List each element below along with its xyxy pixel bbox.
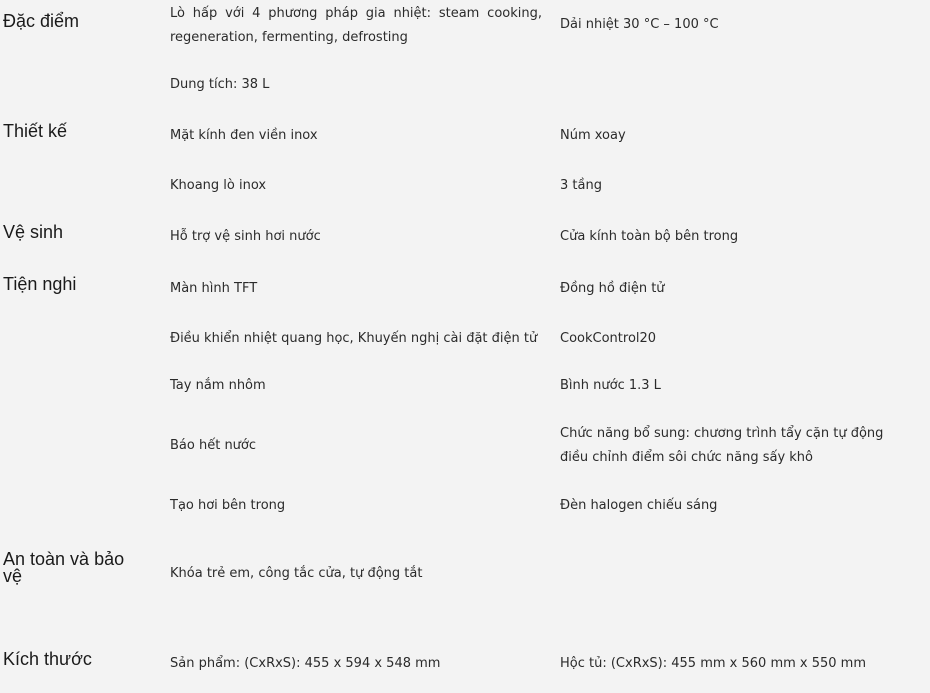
spec-cell: Dung tích: 38 L xyxy=(170,77,270,92)
spec-cell: Điều khiển nhiệt quang học, Khuyến nghị cài đặt điện tử xyxy=(170,331,538,346)
spec-cell: Chức năng bổ sung: chương trình tẩy cặn tự động điều chỉnh điểm sôi chức năng sấy khô xyxy=(560,426,884,465)
spec-cell: Báo hết nước xyxy=(170,438,257,453)
section-title: Đặc điểm xyxy=(3,11,80,31)
section-title: Tiện nghi xyxy=(3,274,77,294)
spec-cell: Hỗ trợ vệ sinh hơi nước xyxy=(170,229,321,244)
spec-cell: Lò hấp với 4 phương pháp gia nhiệt: steam cooking, regeneration, fermenting, defrosting xyxy=(170,6,542,45)
spec-cell: Tay nắm nhôm xyxy=(170,378,266,393)
spec-cell: 3 tầng xyxy=(560,178,602,193)
spec-cell: Đồng hồ điện tử xyxy=(560,281,665,296)
spec-cell: Dải nhiệt 30 °C – 100 °C xyxy=(560,17,719,32)
section-title: Vệ sinh xyxy=(3,222,64,242)
spec-cell: Khoang lò inox xyxy=(170,178,267,193)
spec-cell: Đèn halogen chiếu sáng xyxy=(560,498,718,513)
spec-cell: Sản phẩm: (CxRxS): 455 x 594 x 548 mm xyxy=(170,656,441,671)
spec-cell: Núm xoay xyxy=(560,128,626,143)
section-title: Thiết kế xyxy=(3,121,68,141)
section-title: An toàn và bảo vệ xyxy=(3,549,125,586)
spec-cell: Tạo hơi bên trong xyxy=(170,498,286,513)
section-title: Kích thước xyxy=(3,649,92,669)
spec-cell: Mặt kính đen viền inox xyxy=(170,128,318,143)
spec-cell: CookControl20 xyxy=(560,331,657,346)
spec-cell: Cửa kính toàn bộ bên trong xyxy=(560,229,739,244)
spec-cell: Hộc tủ: (CxRxS): 455 mm x 560 mm x 550 mm xyxy=(560,656,866,671)
spec-cell: Màn hình TFT xyxy=(170,281,258,296)
spec-cell: Khóa trẻ em, công tắc cửa, tự động tắt xyxy=(170,566,423,581)
spec-cell: Bình nước 1.3 L xyxy=(560,378,661,393)
